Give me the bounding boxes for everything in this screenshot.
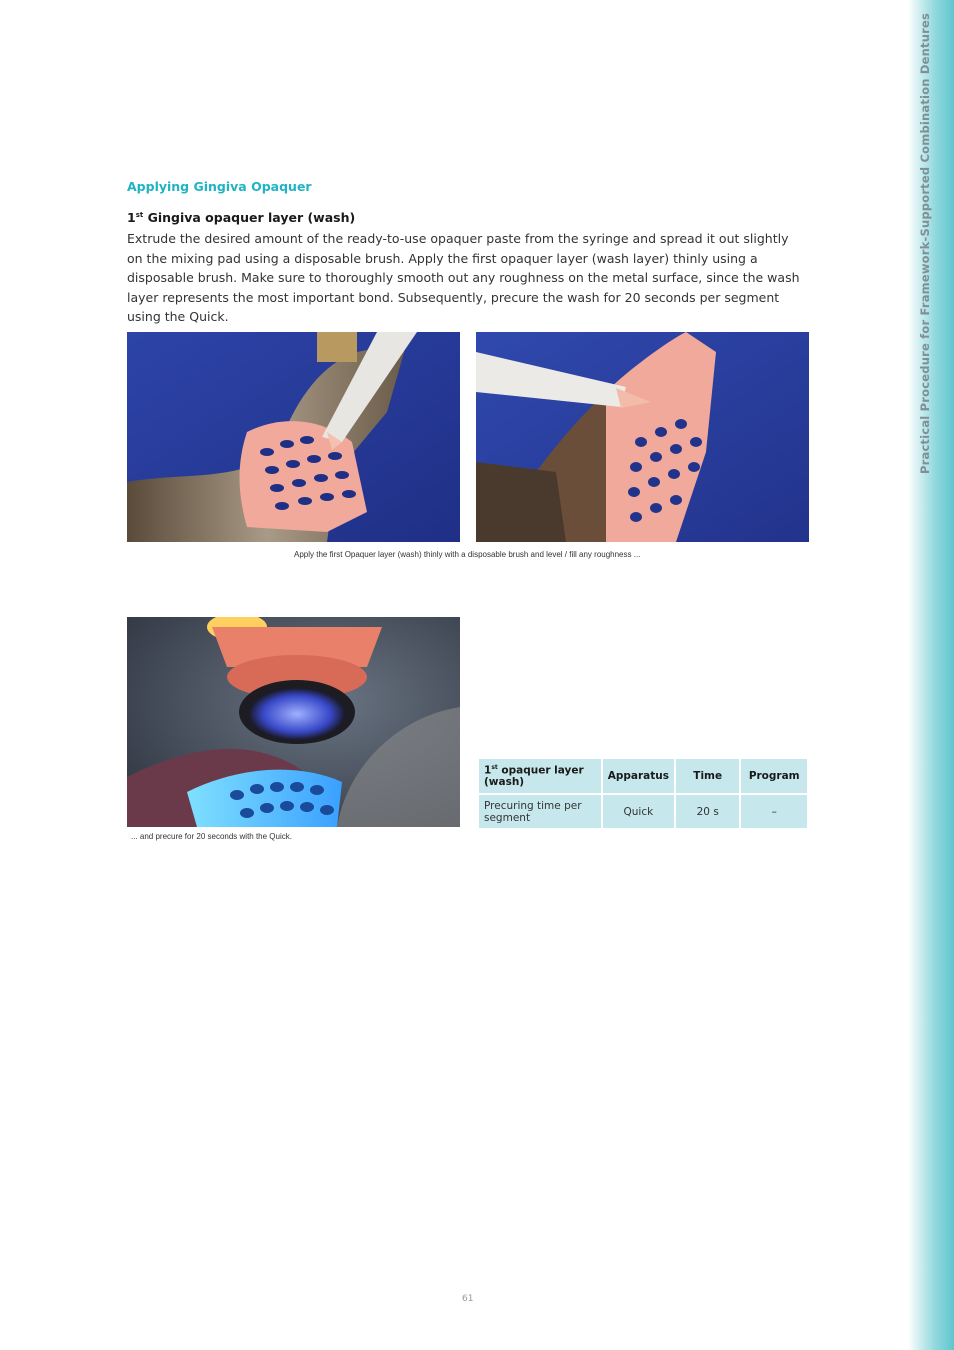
table-header-program: Program [741, 759, 807, 793]
section-title: Applying Gingiva Opaquer [127, 179, 312, 194]
table-row [479, 795, 807, 828]
table-header-row [479, 759, 807, 793]
photo-precure-quick [127, 617, 460, 827]
photo-applying-wash-right [476, 332, 809, 542]
sidebar-chapter-title: Practical Procedure for Framework-Supported Combination Dentures [918, 12, 932, 474]
body-paragraph: Extrude the desired amount of the ready-to-use opaquer paste from the syringe and spread it out slightly on the mixing pad using a disposable brush. Apply the first opaquer layer (wash layer) thinly using a disposable brush. Make sure to thoroughly smooth out any roughness on the metal surface, since the wash layer represents the most important bond. Subsequently, precure the wash for 20 seconds per segment using the Quick. [127, 231, 800, 324]
table-cell-program: – [741, 795, 807, 828]
table-cell-apparatus: Quick [603, 795, 674, 828]
table-header-layer: 1st opaquer layer (wash) [479, 759, 601, 793]
table-header-time: Time [676, 759, 739, 793]
photo-applying-wash-left [127, 332, 460, 542]
subtitle-ordinal: st [135, 210, 144, 219]
precuring-parameters-table [477, 757, 809, 830]
subtitle-text: Gingiva opaquer layer (wash) [143, 210, 356, 225]
page-number: 61 [462, 1294, 474, 1304]
table-header-apparatus: Apparatus [603, 759, 674, 793]
caption-top-photos: Apply the first Opaquer layer (wash) thinly with a disposable brush and level / fill any roughness ... [294, 550, 641, 559]
table-cell-description: Precuring time per segment [479, 795, 601, 828]
subtitle-number: 1 [127, 210, 136, 225]
table-cell-time: 20 s [676, 795, 739, 828]
caption-bottom-photo: ... and precure for 20 seconds with the Quick. [131, 832, 292, 841]
subsection-title [127, 210, 355, 225]
